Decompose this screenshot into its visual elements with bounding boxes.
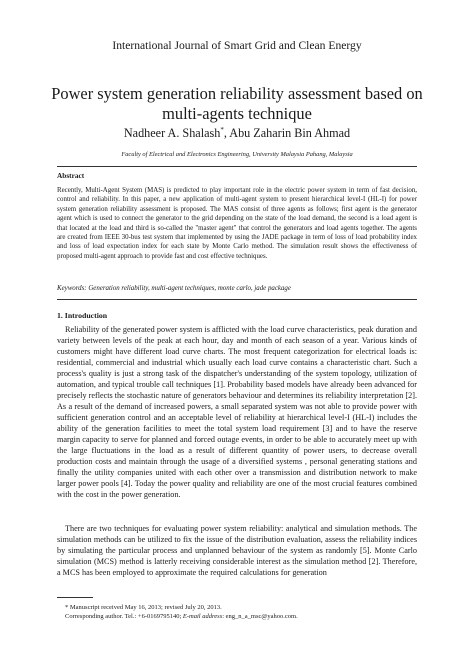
email-address: : eng_n_a_msc@yahoo.com. bbox=[222, 613, 298, 620]
author-separator: , bbox=[223, 126, 230, 140]
abstract-bottom-rule bbox=[57, 299, 417, 300]
affiliation: Faculty of Electrical and Electronics Engineering, University Malaysia Pahang, Malaysia bbox=[121, 151, 353, 158]
intro-paragraph-2: There are two techniques for evaluating power system reliability: analytical and simulation methods. The simulation methods can be utilized to fix the issue of the distribution evaluation, assess the reliability indices by simulating the particular process and unplanned behaviour of the system as randomly [5]. Monte Carlo simulation (MCS) method is latterly receiving considerable interest as the simulation method [2]. Therefore, a MCS has been employed to approximate the required calculations for generation bbox=[57, 524, 417, 577]
abstract-heading: Abstract bbox=[57, 171, 85, 180]
intro-paragraph-1: Reliability of the generated power system is afflicted with the load curve characteristics, peak duration and variety between levels of the peak at each hour, day and month of each season of a year. Various kinds of customers might have different load curve charts. The most frequent categorization for electrical loads is: residential, commercial and industrial which usually each load curve contains a characteristic chart. Such a process's quality is just a strong task of the dispatcher's understanding of the system topology, utilization of automation, and typical trouble call techniques [1]. Probability based models have already been advanced for precisely reflects the stochastic nature of generators behaviour and determines its reliability interpretation [2]. As a result of the demand of increased powers, a small separated system was not able to provide power with sufficient generation control and an acceptable level of reliability at hierarchical level-I (HL-I) includes the ability of the generation facilities to meet the total system load requirement [3] and to have the reserve margin capacity to serve for planned and forced outage events, in order to be able to accurately meet up with the large fluctuations in the load as a result of different quantity of power users, to decrease overall production costs and maintain through the usage of a diversified systems , personal generating stations and finally the utility companies united with each other over a transmission and distribution network to make larger power pools [4]. Today the power quality and reliability are one of the most crucial features combined with the cost in the power generation. bbox=[57, 325, 417, 499]
journal-name: International Journal of Smart Grid and Clean Energy bbox=[112, 39, 362, 52]
corresponding-mark: * bbox=[220, 126, 224, 134]
author-1: Nadheer A. Shalash bbox=[123, 126, 221, 140]
paper-title: Power system generation reliability assessment based on multi-agents technique bbox=[51, 84, 423, 123]
corresponding-label: Corresponding author. Tel.: +6-0169795140; bbox=[65, 613, 183, 620]
abstract-body: Recently, Multi-Agent System (MAS) is predicted to play important role in the electric power system in term of fast decision, control and reliability. In this paper, a new application of multi-agent system to present hierarchical level-I (HL-I) for power system generation reliability assessment is proposed. The MAS consist of three agents as follows; first agent is the generator agent which is used to connect the generator to the grid depending on the state of the load demand, the second is a load agent is that located at the load and third is so-called the "master agent" that control the generators and load agents together. The agents are created from IEEE 30-bus test system that implemented by using the JADE package in term of loss of load probability index and loss of load expectation index for each state by Monte Carlo method. The simulation result shows the effectiveness of proposed multi-agent approach to provide fast and cost effective techniques. bbox=[57, 187, 417, 260]
abstract-top-rule bbox=[57, 166, 417, 167]
author-2: Abu Zaharin Bin Ahmad bbox=[229, 126, 351, 140]
section-heading-introduction: 1. Introduction bbox=[57, 311, 108, 320]
footnote-rule bbox=[57, 597, 93, 598]
email-label: E-mail address bbox=[182, 613, 223, 620]
author-line bbox=[0, 126, 474, 141]
footnote-corresponding bbox=[57, 612, 417, 621]
footnote-manuscript: * Manuscript received May 16, 2013; revised July 20, 2013. bbox=[65, 604, 222, 611]
keywords: Keywords: Generation reliability, multi-agent techniques, monte carlo, jade package bbox=[57, 285, 291, 292]
